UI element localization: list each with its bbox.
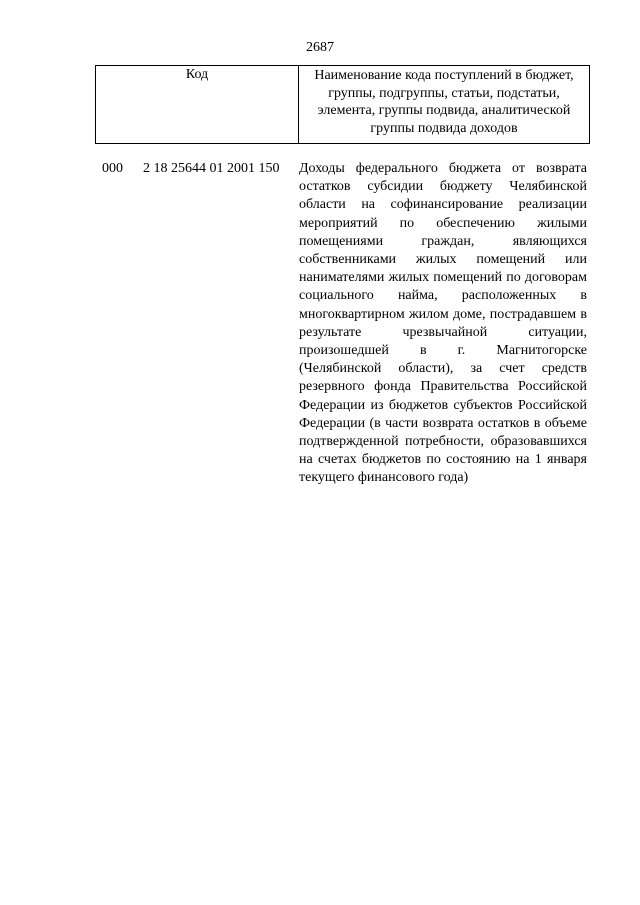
income-description: Доходы федерального бюджета от возврата остатков субсидии бюджету Челябинской области на софинансирование реализации мероприятий по обеспечению жилыми помещениями граждан, являющихся собственниками жилых помещений или нанимателями жилых помещений по договорам социального найма, расположенных в многоквартирном жилом доме, пострадавшем в результате чрезвычайной ситуации, произошедшей в г. Магнитогорске (Челябинской области), за счет средств резервного фонда Правительства Российской Федерации из бюджетов субъектов Российской Федерации (в части возврата остатков в объеме подтвержденной потребности, образовавшихся на счетах бюджетов по состоянию на 1 января текущего финансового года) <box>299 161 587 486</box>
page-number: 2687 <box>306 40 334 55</box>
header-name-cell: Наименование кода поступлений в бюджет, группы, подгруппы, статьи, подстатьи, элемента, группы подвида, аналитической группы подвида доходов <box>314 68 574 136</box>
admin-code: 000 <box>102 161 123 176</box>
table-header <box>95 65 590 144</box>
income-code: 2 18 25644 01 2001 150 <box>143 161 280 176</box>
header-code-cell: Код <box>96 66 299 143</box>
